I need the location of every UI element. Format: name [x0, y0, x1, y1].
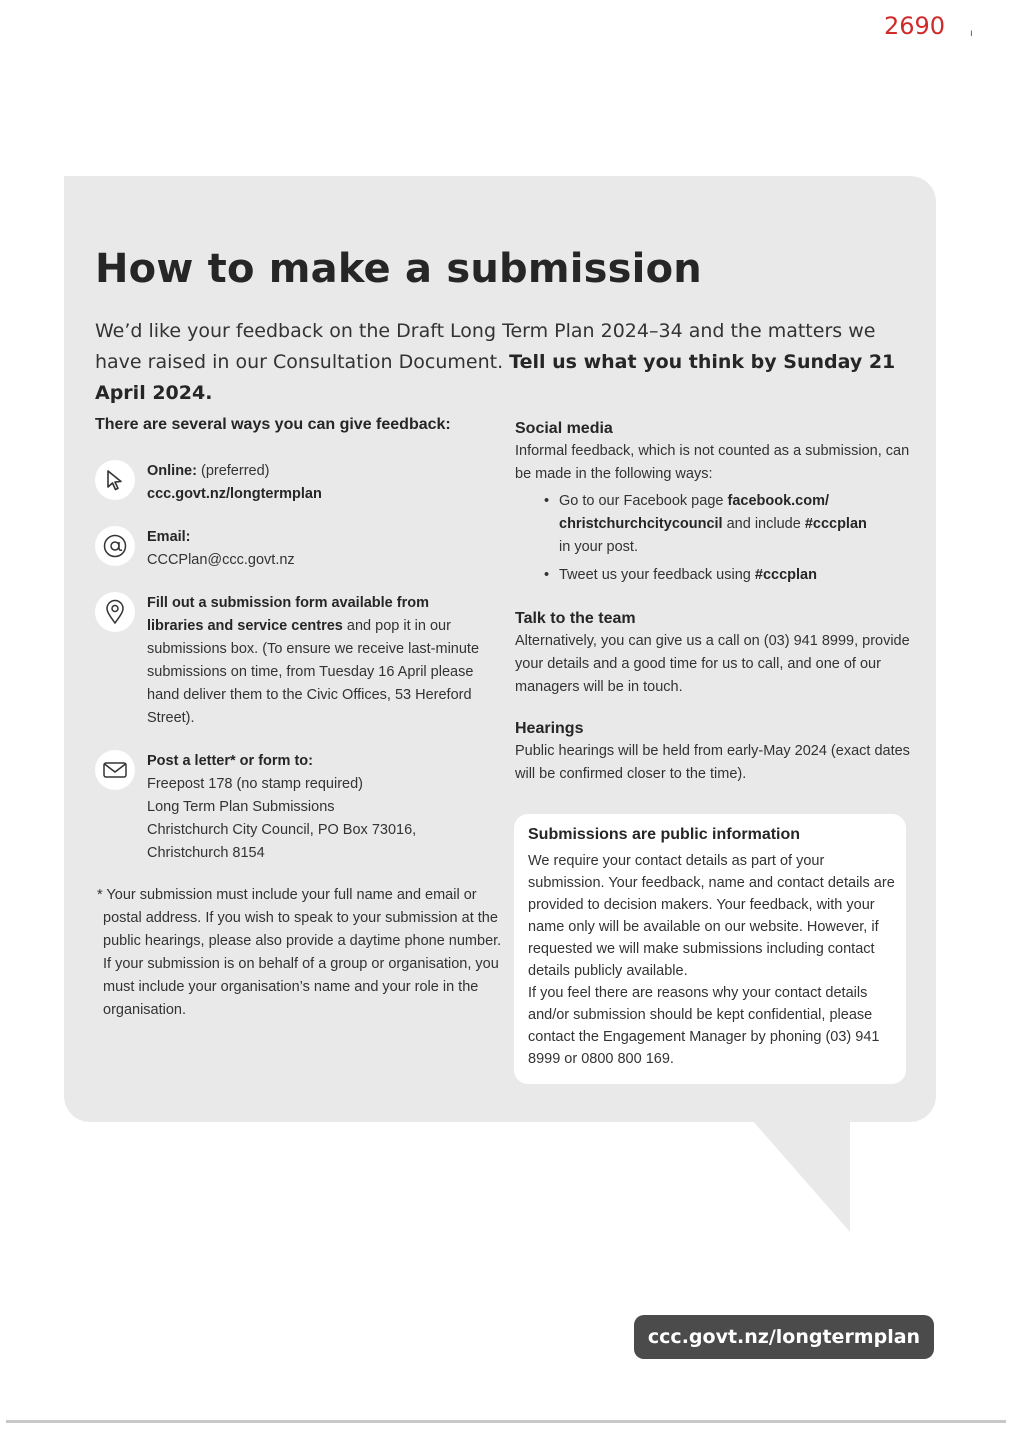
intro-paragraph: [95, 316, 925, 409]
post-label: Post a letter* or form to:: [147, 753, 313, 769]
online-note: (preferred): [200, 463, 270, 479]
envelope-icon: [95, 750, 135, 790]
email-address-link[interactable]: CCCPlan@ccc.govt.nz: [147, 552, 295, 568]
intro-text: We’d like your feedback on the Draft Long Term Plan 2024–34 and the matters we have raised in our Consultation Document.: [95, 320, 876, 373]
location-pin-icon: [95, 592, 135, 632]
public-information-para: If you feel there are reasons why your contact details and/or submission should be kept confidential, please contact the Engagement Manager by phoning (03) 941 8999 or 0800 800 169.: [528, 985, 880, 1067]
cursor-icon: [95, 460, 135, 500]
online-url-link[interactable]: ccc.govt.nz/longtermplan: [147, 486, 322, 502]
talk-text: Alternatively, you can give us a call on (03) 941 8999, provide your details and a good time for us to call, and one of our managers will be in touch.: [515, 633, 910, 695]
public-information-para: We require your contact details as part of your submission. Your feedback, name and contact details are provided to decision makers. Your feedback, with your name only will be available on our website. However, if requested we will make submissions including contact details publicly available.: [528, 853, 895, 979]
twitter-hashtag: #cccplan: [754, 567, 817, 583]
post-address-line: Christchurch City Council, PO Box 73016,: [147, 822, 417, 838]
talk-heading: Talk to the team: [515, 610, 636, 627]
public-information-heading: Submissions are public information: [528, 826, 801, 843]
post-address-line: Freepost 178 (no stamp required): [147, 776, 363, 792]
facebook-suffix: in your post.: [559, 539, 638, 555]
feedback-ways-column: [95, 416, 502, 1018]
at-icon: [95, 526, 135, 566]
twitter-prefix: Tweet us your feedback using: [559, 567, 751, 583]
footer-url-link[interactable]: ccc.govt.nz/longtermplan: [634, 1315, 934, 1359]
list-item: [559, 564, 915, 587]
hearings-text: Public hearings will be held from early-May 2024 (exact dates will be confirmed closer to the time).: [515, 743, 910, 782]
public-information-box: [514, 814, 906, 1084]
footnote: * Your submission must include your full name and email or postal address. If you wish to speak to your submission at the public hearings, please also provide a daytime phone number. If your submission is on behalf of a group or organisation, you must include your organisation’s name and your role in the organisation.: [97, 887, 502, 1018]
facebook-link[interactable]: facebook.com/ christchurchcitycouncil: [559, 493, 830, 532]
post-text: [147, 750, 487, 865]
post-address-line: Long Term Plan Submissions: [147, 799, 335, 815]
facebook-middle: and include: [726, 516, 801, 532]
post-address-line: Christchurch 8154: [147, 845, 265, 861]
speech-bubble-tail: [752, 1120, 852, 1234]
online-text: [147, 460, 487, 506]
bottom-rule: [6, 1420, 1006, 1423]
list-item: [559, 490, 915, 559]
social-media-section: [515, 418, 915, 592]
public-information-text: [528, 850, 900, 1070]
facebook-hashtag: #cccplan: [804, 516, 867, 532]
facebook-prefix: Go to our Facebook page: [559, 493, 724, 509]
hearings-heading: Hearings: [515, 720, 584, 737]
form-bold: Fill out a submission form available from libraries and service centres: [147, 595, 429, 634]
email-label: Email:: [147, 529, 191, 545]
social-media-heading: Social media: [515, 420, 613, 437]
feedback-ways-heading: There are several ways you can give feedback:: [95, 416, 451, 433]
page-title: How to make a submission: [95, 246, 702, 292]
form-detail: and pop it in our submissions box. (To ensure we receive last-minute submissions on time, from Tuesday 16 April please hand deliver them to the Civic Offices, 53 Hereford Street).: [147, 618, 480, 726]
online-label: Online:: [147, 463, 197, 479]
email-text: [147, 526, 487, 572]
talk-section: [515, 608, 915, 699]
social-media-text: Informal feedback, which is not counted as a submission, can be made in the following ways:: [515, 443, 910, 482]
form-text: [147, 592, 487, 730]
social-media-list: [515, 490, 915, 587]
page-number: 2690: [884, 12, 946, 40]
intro-deadline: Tell us what you think by Sunday 21 April 2024.: [95, 351, 896, 404]
page-mark: ı: [970, 28, 973, 39]
hearings-section: [515, 718, 915, 786]
